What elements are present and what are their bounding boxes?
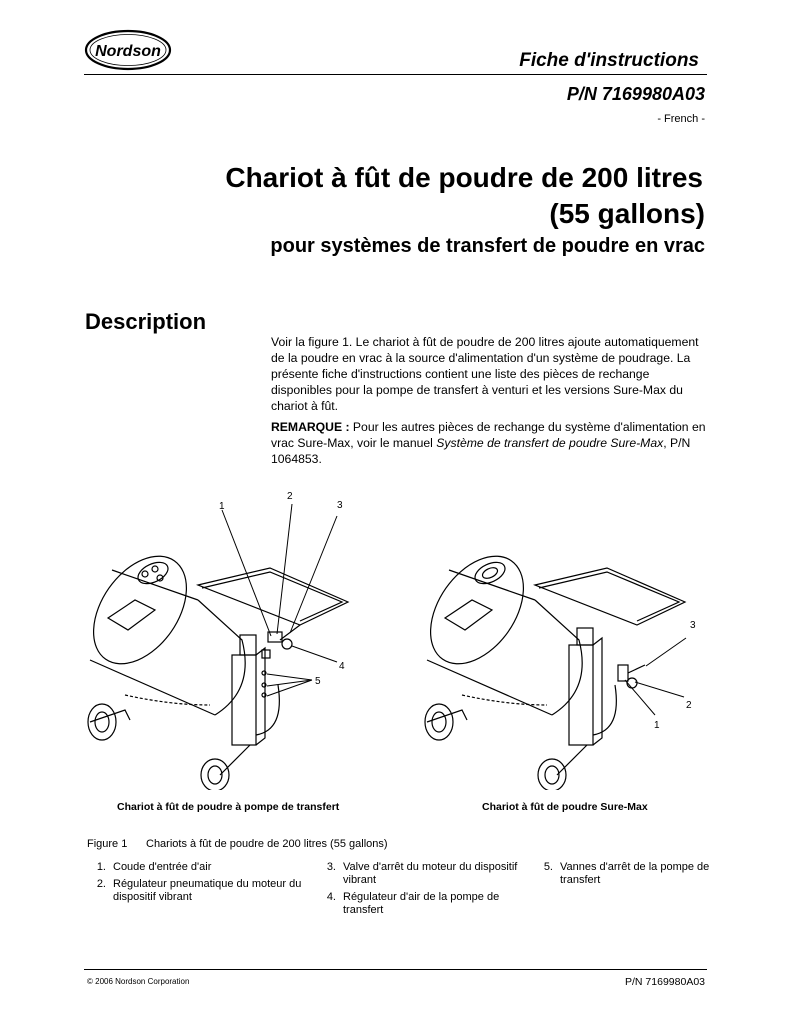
figure-number: Figure 1 bbox=[87, 838, 128, 850]
caption-transfer-pump: Chariot à fût de poudre à pompe de transfert bbox=[117, 801, 340, 813]
page-subtitle: pour systèmes de transfert de poudre en vrac bbox=[270, 235, 705, 257]
callout-4-left: 4 bbox=[339, 661, 345, 672]
legend-text: Coude d'entrée d'air bbox=[113, 861, 212, 873]
callout-1-left: 1 bbox=[219, 501, 225, 512]
page-title-line1: Chariot à fût de poudre de 200 litres bbox=[225, 162, 703, 193]
legend-num: 5. bbox=[543, 861, 553, 873]
footer-part-number: P/N 7169980A03 bbox=[625, 976, 705, 988]
part-number: P/N 7169980A03 bbox=[566, 84, 705, 104]
callout-1-right: 1 bbox=[654, 720, 660, 731]
description-paragraph: Voir la figure 1. Le chariot à fût de poudre de 200 litres ajoute automatiquement de la poudre en vrac à la source d'alimentation d'un système de poudrage. La présente fiche d'instructions contient une liste des pièces de rechange disponibles pour la pompe de transfert à venturi et les versions Sure-Max du chariot à fût. bbox=[271, 335, 699, 413]
logo-text: Nordson bbox=[95, 43, 161, 60]
callout-5-left: 5 bbox=[315, 676, 321, 687]
note-paragraph bbox=[271, 419, 707, 467]
legend-num: 2. bbox=[96, 878, 106, 890]
doc-type: Fiche d'instructions bbox=[519, 50, 699, 71]
legend-column-2 bbox=[318, 861, 523, 921]
legend-num: 4. bbox=[326, 891, 336, 903]
caption-sure-max: Chariot à fût de poudre Sure-Max bbox=[482, 801, 648, 813]
legend-item bbox=[318, 891, 523, 917]
figure-caption bbox=[87, 838, 388, 850]
copyright: © 2006 Nordson Corporation bbox=[87, 977, 190, 986]
figure-title: Chariots à fût de poudre de 200 litres (55 gallons) bbox=[146, 838, 388, 850]
legend-item bbox=[88, 878, 318, 904]
legend-num: 3. bbox=[326, 861, 336, 873]
nordson-logo bbox=[84, 28, 172, 72]
header-divider bbox=[84, 74, 707, 75]
legend-item bbox=[535, 861, 710, 887]
legend-item bbox=[88, 861, 318, 874]
legend-text: Valve d'arrêt du moteur du dispositif vibrant bbox=[343, 861, 518, 886]
transfer-pump-cart-drawing bbox=[80, 504, 348, 790]
footer-divider bbox=[84, 969, 707, 970]
section-heading: Description bbox=[85, 309, 207, 334]
legend-item bbox=[318, 861, 523, 887]
callout-3-right: 3 bbox=[690, 620, 696, 631]
figure-illustration bbox=[80, 490, 720, 790]
legend-num: 1. bbox=[96, 861, 106, 873]
legend-text: Régulateur pneumatique du moteur du dispositif vibrant bbox=[113, 878, 302, 903]
legend-column-1 bbox=[88, 861, 318, 908]
manual-title: Système de transfert de poudre Sure-Max bbox=[436, 436, 664, 450]
legend-text: Régulateur d'air de la pompe de transfert bbox=[343, 891, 500, 916]
note-text-end: , P/N 1064853. bbox=[271, 436, 691, 466]
callout-2-left: 2 bbox=[287, 491, 293, 502]
legend-text: Vannes d'arrêt de la pompe de transfert bbox=[560, 861, 710, 886]
note-label: REMARQUE : bbox=[271, 420, 350, 434]
callout-2-right: 2 bbox=[686, 700, 692, 711]
legend-column-3 bbox=[535, 861, 710, 891]
note-text: Pour les autres pièces de rechange du système d'alimentation en vrac Sure-Max, voir le manuel bbox=[271, 420, 706, 450]
callout-3-left: 3 bbox=[337, 500, 343, 511]
sure-max-cart-drawing bbox=[411, 539, 686, 790]
language-label: - French - bbox=[657, 113, 705, 125]
page-title-line2: (55 gallons) bbox=[549, 198, 705, 229]
